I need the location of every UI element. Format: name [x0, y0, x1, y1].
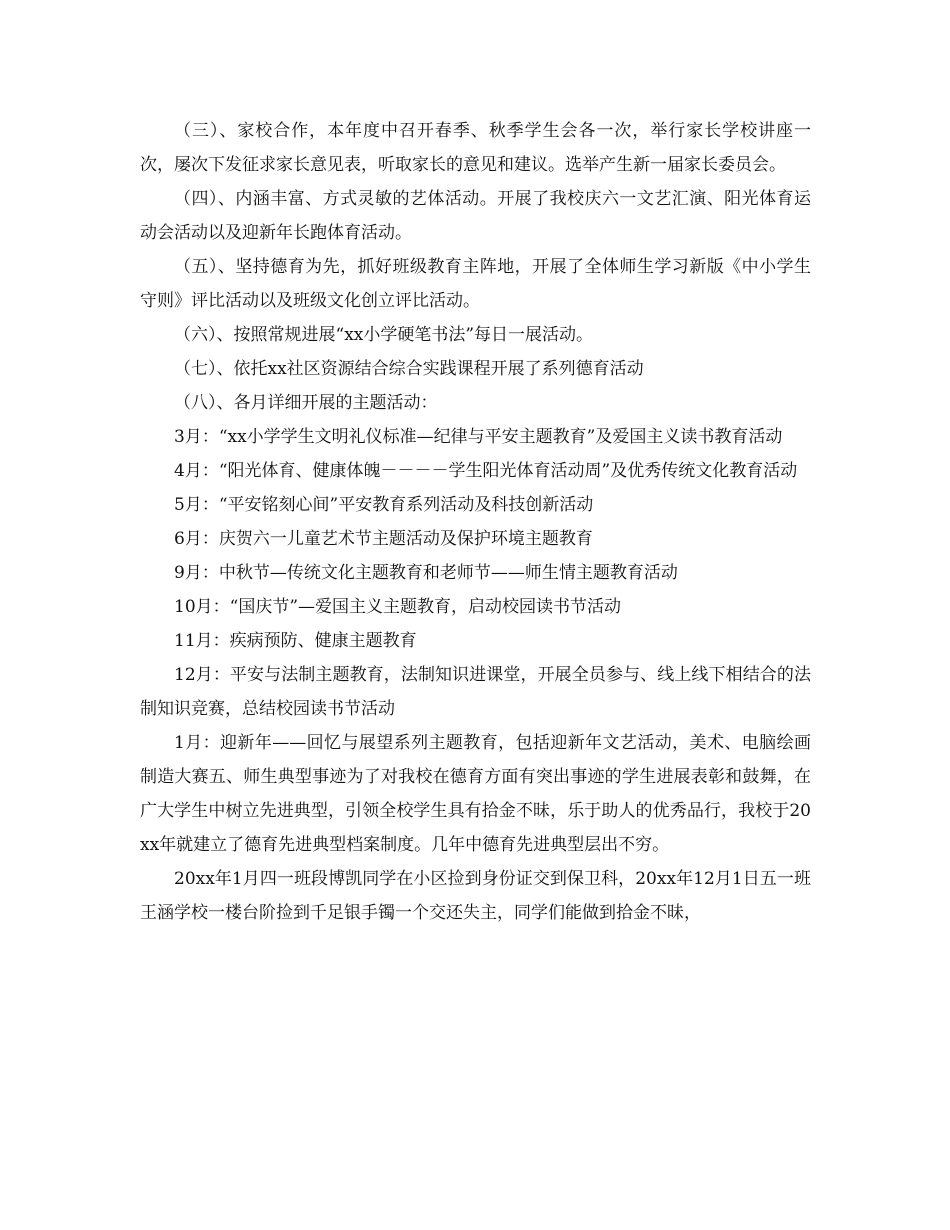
paragraph-monthly-activities-heading: （八）、各月详细开展的主题活动： — [174, 393, 438, 413]
paragraph-home-school-cooperation: （三）、家校合作，本年度中召开春季、秋季学生会各一次，举行家长学校讲座一次，屡次下发征求家长意见表，听取家长的意见和建议。选举产生新一届家长委员会。 — [140, 121, 811, 175]
paragraph-exemplary-students: 20xx年1月四一班段博凯同学在小区捡到身份证交到保卫科，20xx年12月1日五一班王涵学校一楼台阶捡到千足银手镯一个交还失主，同学们能做到拾金不昧， — [140, 869, 811, 923]
paragraph-month-december: 12月：平安与法制主题教育，法制知识进课堂，开展全员参与、线上线下相结合的法制知识竞赛，总结校园读书节活动 — [140, 665, 811, 719]
paragraph-month-march: 3月：“xx小学学生文明礼仪标准—纪律与平安主题教育”及爱国主义读书教育活动 — [174, 427, 783, 447]
paragraph-month-april: 4月：“阳光体育、健康体魄－－－－学生阳光体育活动周”及优秀传统文化教育活动 — [174, 461, 798, 481]
document-page — [140, 114, 811, 930]
paragraph-month-june: 6月：庆贺六一儿童艺术节主题活动及保护环境主题教育 — [174, 529, 593, 549]
paragraph-moral-education-first: （五）、坚持德育为先，抓好班级教育主阵地，开展了全体师生学习新版《中小学生守则》评比活动以及班级文化创立评比活动。 — [140, 257, 811, 311]
paragraph-month-october: 10月：“国庆节”—爱国主义主题教育，启动校园读书节活动 — [174, 597, 622, 617]
paragraph-month-january: 1月：迎新年——回忆与展望系列主题教育，包括迎新年文艺活动，美术、电脑绘画制造大赛五、师生典型事迹为了对我校在德育方面有突出事迹的学生进展表彰和鼓舞，在广大学生中树立先进典型，引领全校学生具有拾金不昧，乐于助人的优秀品行，我校于20xx年就建立了德育先进典型档案制度。几年中德育先进典型层出不穷。 — [140, 733, 811, 855]
paragraph-community-resources: （七）、依托xx社区资源结合综合实践课程开展了系列德育活动 — [174, 359, 644, 379]
paragraph-month-may: 5月：“平安铭刻心间”平安教育系列活动及科技创新活动 — [174, 495, 594, 515]
paragraph-arts-sports-activities: （四）、内涵丰富、方式灵敏的艺体活动。开展了我校庆六一文艺汇演、阳光体育运动会活动以及迎新年长跑体育活动。 — [140, 189, 811, 243]
paragraph-month-november: 11月：疾病预防、健康主题教育 — [174, 631, 417, 651]
paragraph-calligraphy-display: （六）、按照常规进展“xx小学硬笔书法”每日一展活动。 — [174, 325, 594, 345]
paragraph-month-september: 9月：中秋节—传统文化主题教育和老师节——师生情主题教育活动 — [174, 563, 678, 583]
